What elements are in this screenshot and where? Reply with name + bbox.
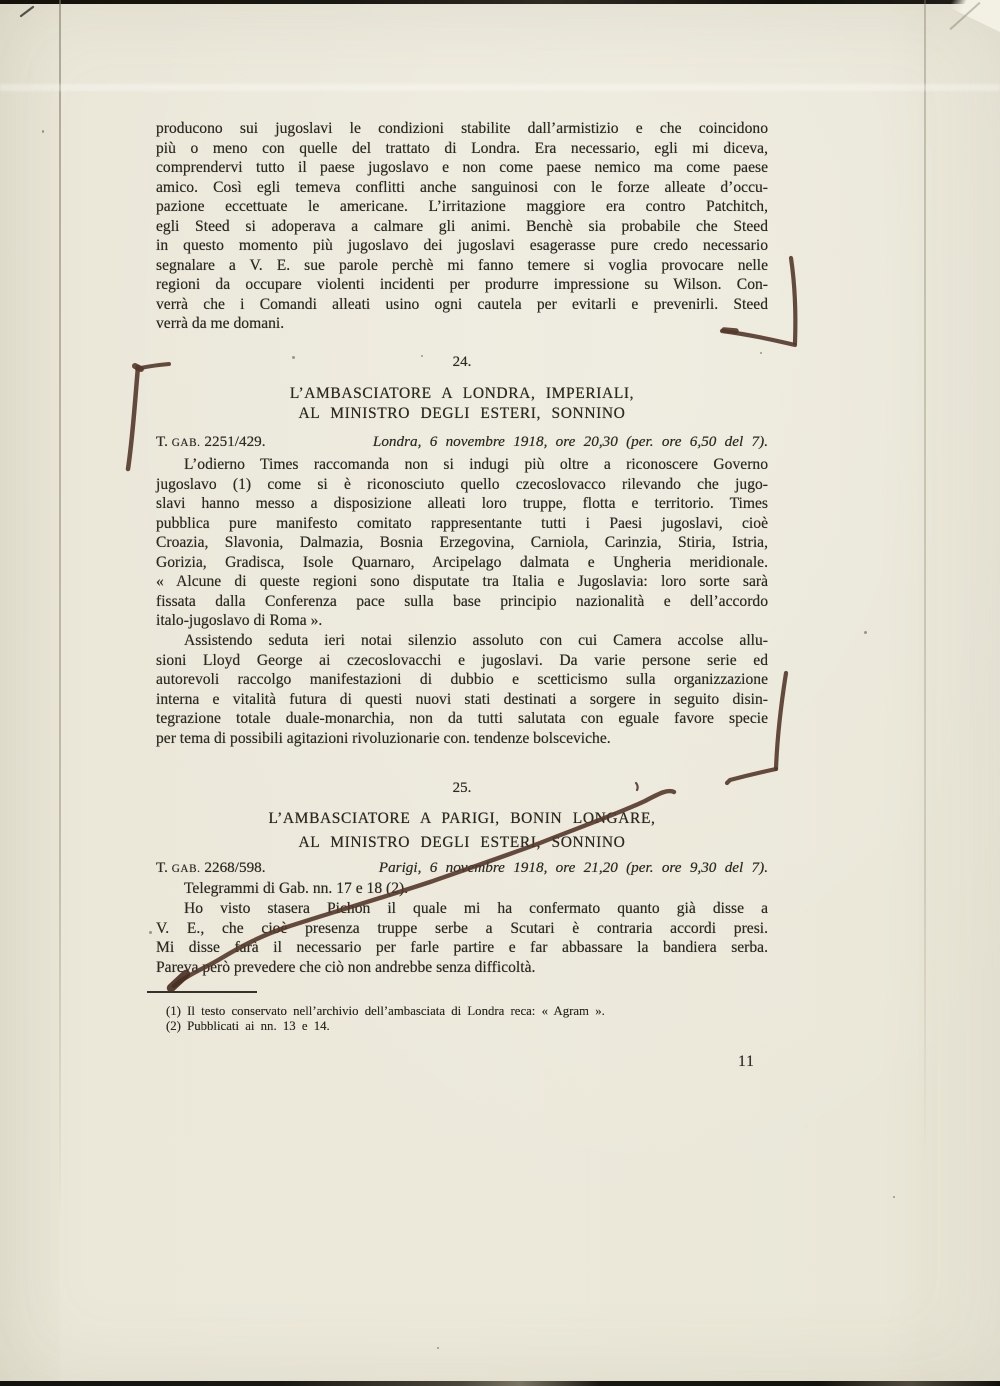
text-line: egli Steed si adoperava a calmare gli animi. Benchè sia probabile che Steed bbox=[156, 217, 768, 235]
pen-corner-bracket-right-2-vertical bbox=[776, 673, 786, 769]
document-24-protocol-number bbox=[156, 432, 266, 453]
document-25-protocol-number bbox=[156, 858, 266, 879]
document-24-heading-line1: L’AMBASCIATORE A LONDRA, IMPERIALI, bbox=[289, 385, 635, 402]
document-25-heading-line1: L’AMBASCIATORE A PARIGI, BONIN LONGARE, bbox=[268, 810, 656, 827]
text-line: V. E., che cioè presenza truppe serbe a Scutari è contraria accordi presi. bbox=[156, 919, 768, 937]
document-24-paragraph-1 bbox=[156, 455, 768, 631]
text-line: segnalare a V. E. sue parole perchè mi fanno temere si voglia provocare nelle bbox=[156, 256, 768, 274]
text-line: Pareva però prevedere che ciò non andrebbe senza difficoltà. bbox=[156, 958, 536, 976]
text-line: Ho visto stasera Pichon il quale mi ha confermato quanto già disse a bbox=[184, 900, 768, 917]
text-line: Mi disse farà il necessario per farle partire e far abbassare la bandiera serba. bbox=[156, 939, 768, 956]
text-line: sioni Lloyd George ai czecoslovacchi e jugoslavi. Da varie persone serie ed bbox=[156, 651, 768, 669]
photo-top-edge bbox=[0, 0, 1000, 4]
paper-speck bbox=[42, 130, 44, 133]
document-number-25: 25. bbox=[452, 780, 472, 796]
text-line: italo-jugoslavo di Roma ». bbox=[156, 612, 323, 629]
ref-number: 2268/598. bbox=[204, 859, 266, 876]
document-25-reference-row bbox=[156, 858, 768, 879]
ref-gab-smallcaps: GAB. bbox=[171, 863, 201, 875]
text-line: pazione eccettuate le americane. L’irritazione maggiore era contro Patchitch, bbox=[156, 198, 768, 215]
text-line: tegrazione totale duale-monarchia, non da tutti salutata con eguale favore specie bbox=[156, 710, 768, 727]
document-25-paragraph-1 bbox=[156, 899, 768, 977]
paper-speck bbox=[864, 631, 867, 634]
paper-speck bbox=[437, 1347, 439, 1349]
text-line: slavi hanno messo a disposizione alleati loro truppe, flotta e territorio. Times bbox=[156, 495, 768, 512]
ref-t: T. bbox=[156, 433, 168, 450]
right-fold-line bbox=[924, 0, 926, 1165]
document-24-dateline: Londra, 6 novembre 1918, ore 20,30 (per. ore 6,50 del 7). bbox=[372, 433, 768, 450]
footnotes bbox=[156, 1004, 768, 1033]
text-line: amico. Così egli temeva conflitti anche sanguinosi con le forze alleate d’occu- bbox=[156, 178, 768, 196]
text-line: Croazia, Slavonia, Dalmazia, Bosnia Erzegovina, Carniola, Carinzia, Stiria, Istria, bbox=[156, 534, 768, 551]
paper-speck bbox=[893, 1196, 895, 1198]
text-line: fissata dalla Conferenza pace sulla base principio nazionalità e dell’accordo bbox=[156, 592, 768, 610]
intro-paragraph bbox=[156, 119, 768, 334]
document-24-paragraph-2 bbox=[156, 631, 768, 748]
text-line: autorevoli raccolgo manifestazioni di dubbio e scetticismo sulla organizzazione bbox=[156, 671, 768, 688]
pen-corner-bracket-right-1-vertical bbox=[791, 258, 795, 343]
text-line: L’odierno Times raccomanda non si indugi più oltre a riconoscere Governo bbox=[184, 456, 768, 473]
text-line: interna e vitalità futura di questi nuovi stati destinati a sorgere in seguito disin- bbox=[156, 690, 768, 708]
text-line: Gorizia, Gradisca, Isole Quarnaro, Arcipelago dalmata e Ungheria meridionale. bbox=[156, 553, 768, 571]
text-line: jugoslavo (1) come si è riconosciuto quello czecoslovacco rilevando che jugo- bbox=[156, 475, 768, 493]
left-fold-line bbox=[59, 0, 61, 1225]
footnote-2: (2) Pubblicati ai nn. 13 e 14. bbox=[166, 1018, 330, 1033]
ref-gab-smallcaps: GAB. bbox=[171, 437, 201, 449]
text-line: pubblica pure manifesto comitato rappresentante tutti i Paesi jugoslavi, cioè bbox=[156, 514, 768, 532]
text-line: verrà da me domani. bbox=[156, 315, 285, 332]
text-line: verrà che i Comandi alleati usino ogni cautela per evitarli e prevenirli. Steed bbox=[156, 295, 768, 313]
document-25-dateline: Parigi, 6 novembre 1918, ore 21,20 (per. ore 9,30 del 7). bbox=[378, 859, 768, 876]
text-line: per tema di possibili agitazioni rivoluzionarie con. tendenze bolsceviche. bbox=[156, 729, 611, 747]
page-number: 11 bbox=[738, 1053, 755, 1070]
document-25-telegram-note bbox=[156, 879, 768, 899]
text-line: in questo momento più jugoslavo dei jugoslavi esagerasse pure credo necessario bbox=[156, 237, 768, 254]
text-line: regioni da occupare violenti incidenti per produrre impressione su Wilson. Con- bbox=[156, 276, 768, 293]
footnote-1: (1) Il testo conservato nell’archivio dell’ambasciata di Londra reca: « Agram ». bbox=[166, 1004, 605, 1018]
document-number-24: 24. bbox=[452, 354, 472, 370]
text-line: « Alcune di queste regioni sono disputate tra Italia e Jugoslavia: loro sorte sarà bbox=[156, 573, 768, 590]
pen-corner-bracket-left-corner bbox=[135, 366, 141, 369]
horizontal-crease bbox=[0, 84, 1000, 91]
paper-speck bbox=[149, 931, 152, 934]
photo-bottom-edge bbox=[0, 1381, 1000, 1386]
pen-corner-bracket-left-vertical bbox=[128, 367, 138, 469]
telegram-note-line: Telegrammi di Gab. nn. 17 e 18 (2). bbox=[184, 880, 409, 897]
footnote-separator-rule bbox=[147, 991, 257, 993]
document-24-heading-line2: AL MINISTRO DEGLI ESTERI, SONNINO bbox=[298, 405, 626, 422]
text-line: Assistendo seduta ieri notai silenzio assoluto con cui Camera accolse allu- bbox=[184, 632, 768, 649]
ref-t: T. bbox=[156, 859, 168, 876]
pen-slash-mark-top-left bbox=[21, 7, 33, 16]
ref-number: 2251/429. bbox=[204, 433, 266, 450]
text-line: comprendervi tutto il paese jugoslavo e non come paese nemico ma come paese bbox=[156, 159, 768, 176]
text-line: più o meno con quelle del trattato di Londra. Era necessario, egli mi diceva, bbox=[156, 139, 768, 157]
document-24-reference-row bbox=[156, 432, 768, 453]
text-line: producono sui jugoslavi le condizioni stabilite dall’armistizio e che coincidono bbox=[156, 120, 768, 137]
document-25-heading-line2: AL MINISTRO DEGLI ESTERI, SONNINO bbox=[298, 834, 626, 851]
